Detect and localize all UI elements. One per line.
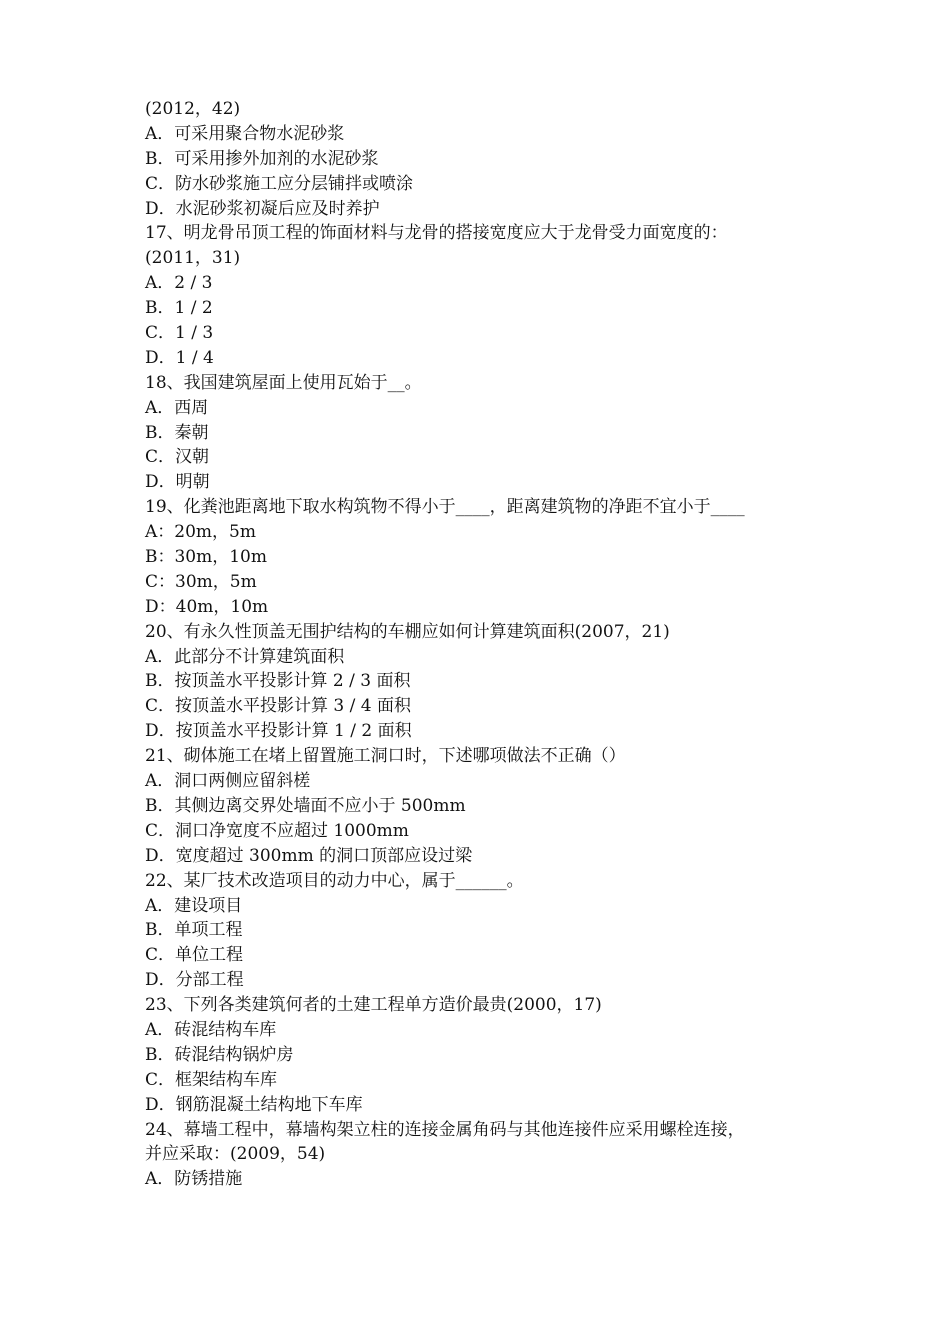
question-23-text: 23、下列各类建筑何者的土建工程单方造价最贵(2000，17) [145, 995, 602, 1016]
question-22-option-c: C．单位工程 [145, 945, 244, 966]
question-17-option-d: D．1 / 4 [145, 347, 214, 368]
question-24-text-continued: 并应采取：(2009，54) [145, 1144, 326, 1165]
question-20-option-a: A．此部分不计算建筑面积 [145, 646, 345, 667]
question-22-option-d: D．分部工程 [145, 970, 244, 991]
question-19-option-c: C：30m，5m [145, 571, 257, 592]
question-17-option-b: B．1 / 2 [145, 298, 213, 319]
question-18-text: 18、我国建筑屋面上使用瓦始于__。 [145, 372, 422, 393]
question-20-option-d: D．按顶盖水平投影计算 1 / 2 面积 [145, 721, 412, 742]
question-21-option-b: B．其侧边离交界处墙面不应小于 500mm [145, 795, 466, 816]
question-19-option-b: B：30m，10m [145, 547, 267, 568]
question-22-text: 22、某厂技术改造项目的动力中心，属于______。 [145, 870, 524, 891]
question-16-option-b: B．可采用掺外加剂的水泥砂浆 [145, 148, 379, 169]
question-21-option-d: D．宽度超过 300mm 的洞口顶部应设过梁 [145, 845, 473, 866]
question-17-text: 17、明龙骨吊顶工程的饰面材料与龙骨的搭接宽度应大于龙骨受力面宽度的： [145, 223, 728, 244]
document-body [145, 97, 825, 1192]
question-18-option-d: D．明朝 [145, 472, 210, 493]
question-23-option-b: B．砖混结构锅炉房 [145, 1044, 294, 1065]
question-20-text: 20、有永久性顶盖无围护结构的车棚应如何计算建筑面积(2007，21) [145, 621, 670, 642]
question-23-option-a: A．砖混结构车库 [145, 1019, 277, 1040]
question-16-option-d: D．水泥砂浆初凝后应及时养护 [145, 198, 380, 219]
question-24-option-a: A．防锈措施 [145, 1169, 243, 1190]
question-20-option-b: B．按顶盖水平投影计算 2 / 3 面积 [145, 671, 411, 692]
question-19-text: 19、化粪池距离地下取水构筑物不得小于____，距离建筑物的净距不宜小于____ [145, 497, 745, 518]
question-17-option-c: C．1 / 3 [145, 323, 214, 344]
question-18-option-c: C．汉朝 [145, 447, 210, 468]
question-17-option-a: A．2 / 3 [145, 273, 213, 294]
question-21-option-c: C．洞口净宽度不应超过 1000mm [145, 820, 409, 841]
question-22-option-a: A．建设项目 [145, 895, 243, 916]
question-19-option-d: D：40m，10m [145, 596, 269, 617]
question-20-option-c: C．按顶盖水平投影计算 3 / 4 面积 [145, 696, 411, 717]
question-24-text: 24、幕墙工程中，幕墙构架立柱的连接金属角码与其他连接件应采用螺栓连接， [145, 1119, 745, 1140]
question-21-option-a: A．洞口两侧应留斜槎 [145, 771, 311, 792]
question-18-option-a: A．西周 [145, 397, 209, 418]
question-23-option-c: C．框架结构车库 [145, 1069, 278, 1090]
question-21-text: 21、砌体施工在堵上留置施工洞口时，下述哪项做法不正确（） [145, 746, 626, 767]
question-16-option-c: C．防水砂浆施工应分层铺拌或喷涂 [145, 173, 414, 194]
question-17-source: (2011，31) [145, 248, 241, 269]
question-16-option-a: A．可采用聚合物水泥砂浆 [145, 123, 345, 144]
question-16-source: (2012，42) [145, 99, 241, 119]
question-23-option-d: D．钢筋混凝土结构地下车库 [145, 1094, 363, 1115]
question-18-option-b: B．秦朝 [145, 422, 209, 443]
question-19-option-a: A：20m，5m [145, 522, 256, 543]
question-22-option-b: B．单项工程 [145, 920, 243, 941]
